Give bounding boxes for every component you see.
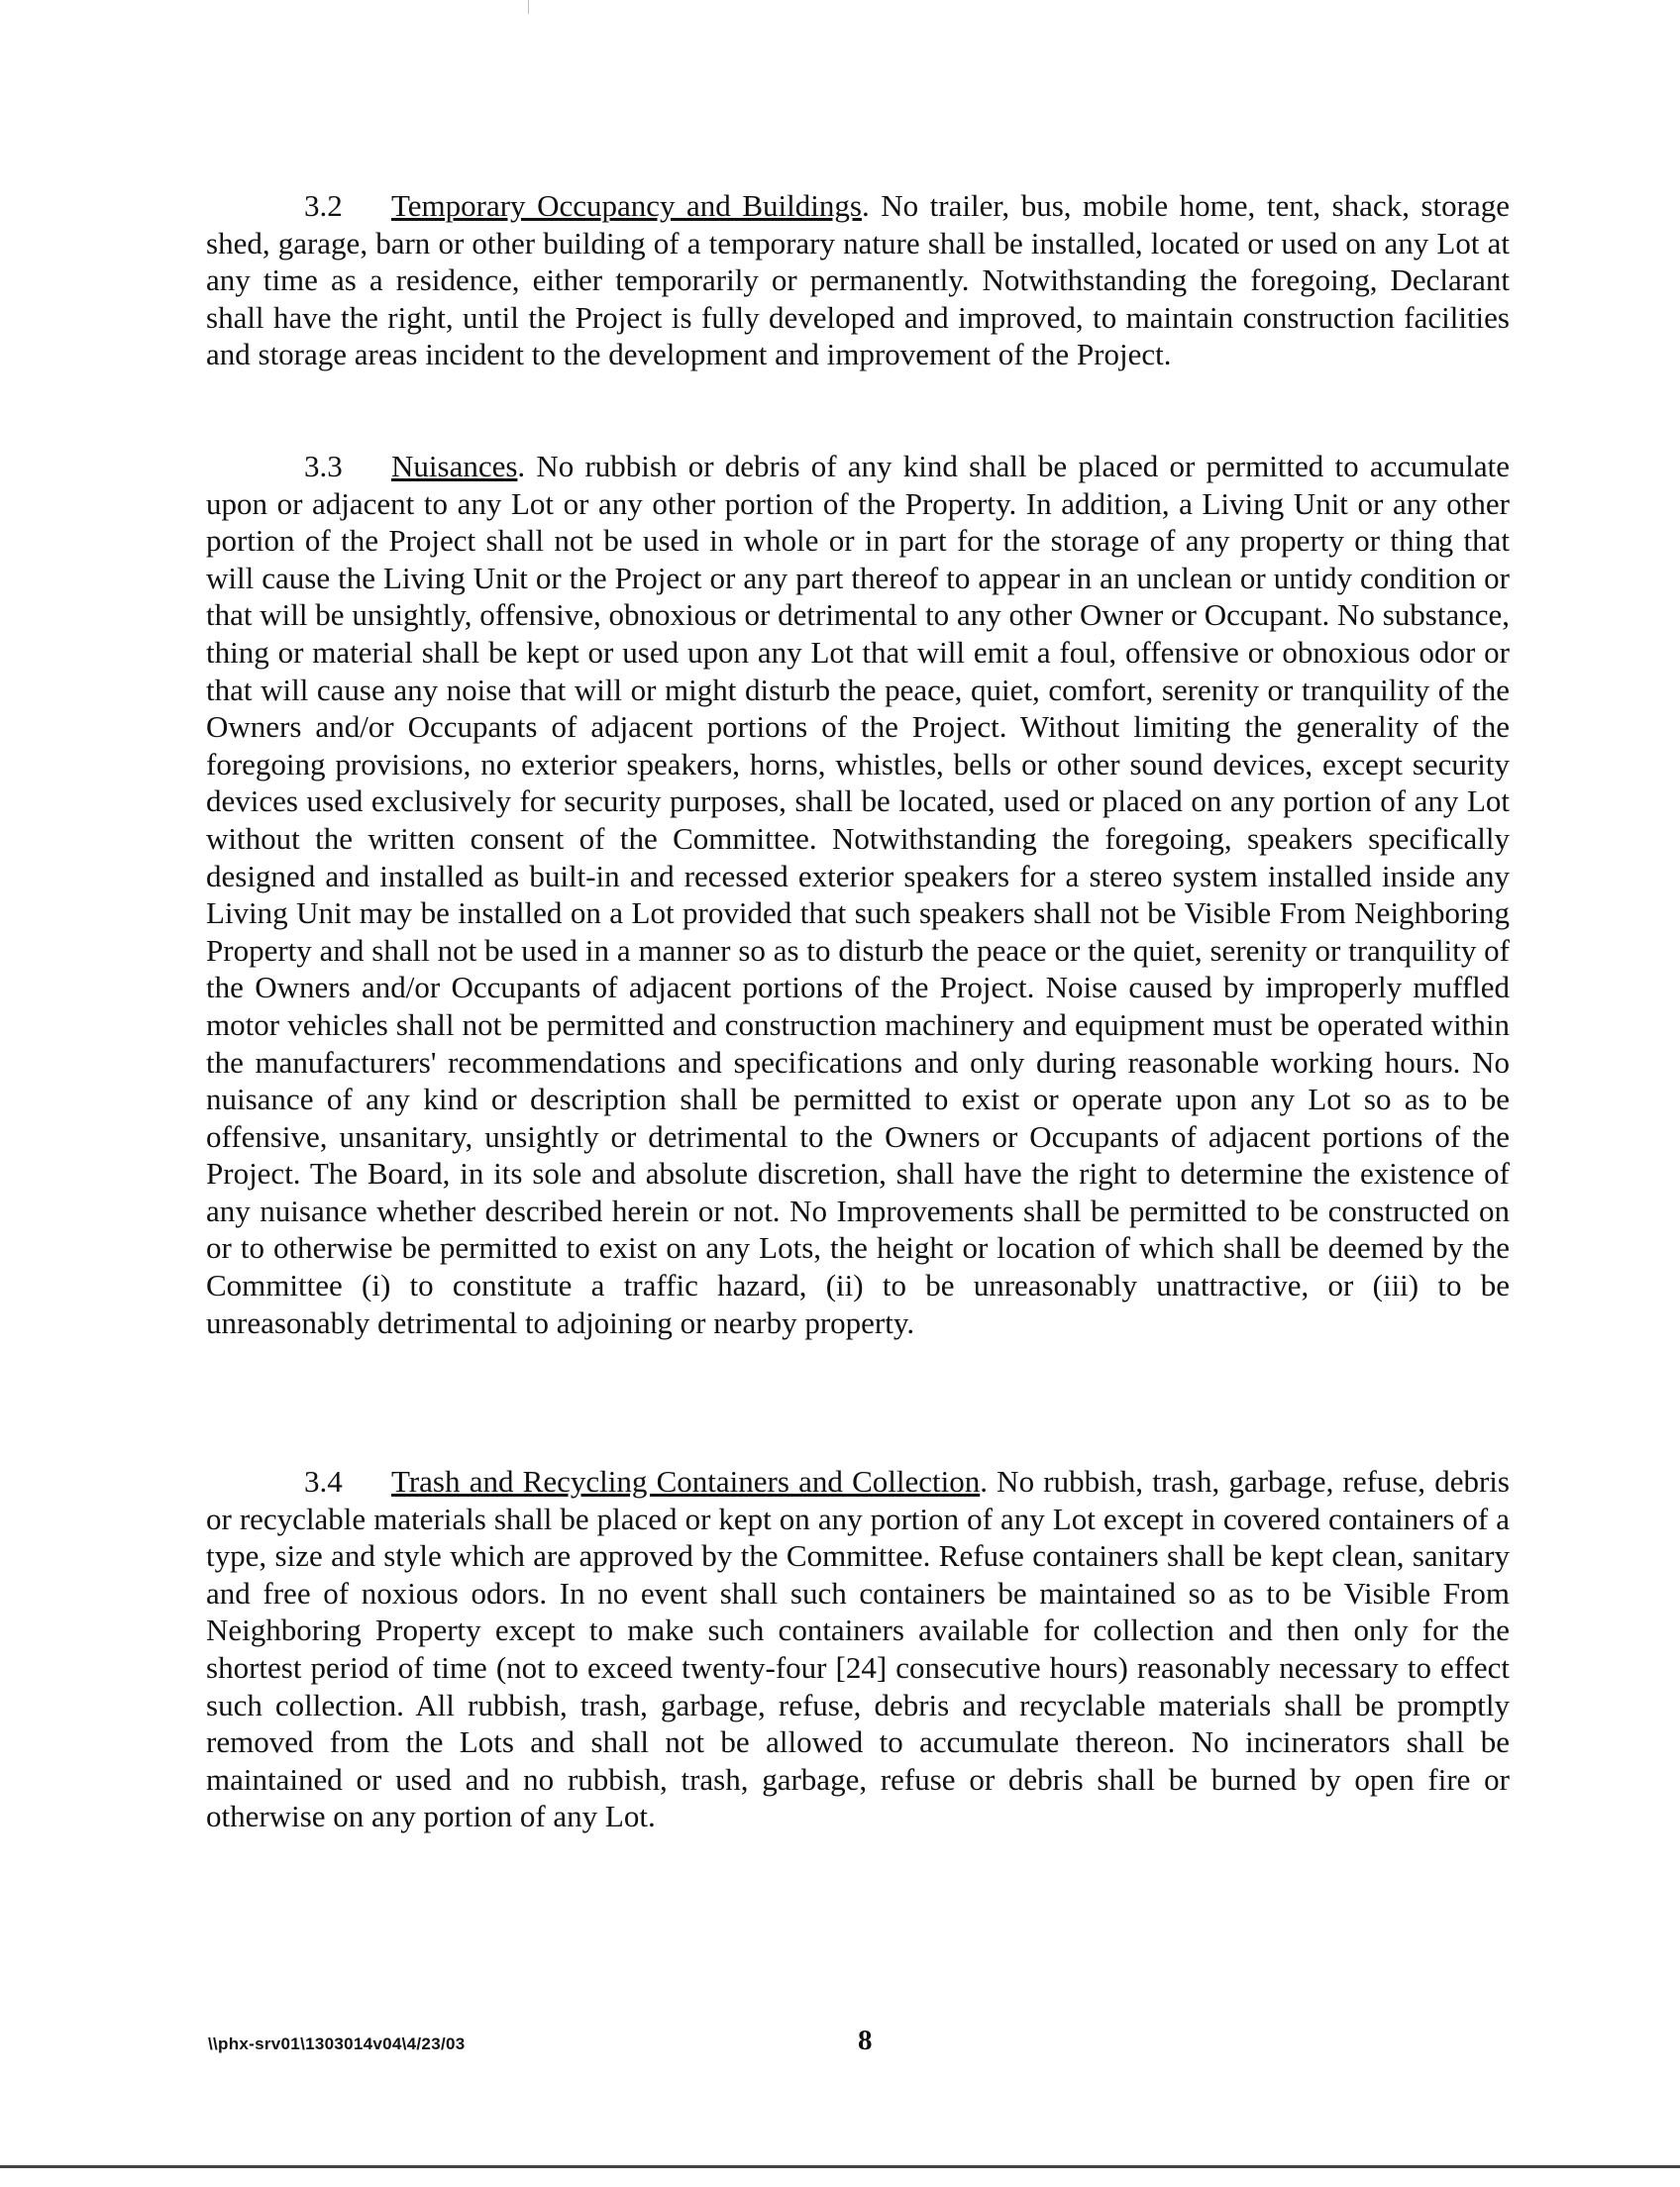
section-number: 3.4 xyxy=(304,1464,343,1499)
page-number: 8 xyxy=(858,2025,873,2056)
section-number: 3.3 xyxy=(304,449,343,483)
bottom-rule-divider xyxy=(0,2165,1680,2168)
footer-document-reference: \\phx-srv01\1303014v04\4/23/03 xyxy=(208,2034,466,2053)
section-heading: Nuisances xyxy=(391,449,518,483)
section-heading: Trash and Recycling Containers and Collection xyxy=(391,1464,981,1499)
section-number: 3.2 xyxy=(304,188,343,223)
section-body: . No rubbish or debris of any kind shall be placed or permitted to accumulate upon or adjacent to any Lot or any other portion of the Property. In addition, a Living Unit or any other portion of the Project shall not be used in whole or in part for the storage of any property or thing that will cause the Living Unit or the Project or any part thereof to appear in an unclean or untidy condition or that will be unsightly, offensive, obnoxious or detrimental to any other Owner or Occupant. No substance, thing or material shall be kept or used upon any Lot that will emit a foul, offensive or obnoxious odor or that will cause any noise that will or might disturb the peace, quiet, comfort, serenity or tranquility of the Owners and/or Occupants of adjacent portions of the Project. Without limiting the generality of the foregoing provisions, no exterior speakers, horns, whistles, bells or other sound devices, except security devices used exclusively for security purposes, shall be located, used or placed on any portion of any Lot without the written consent of the Committee. Notwithstanding the foregoing, speakers specifically designed and installed as built-in and recessed exterior speakers for a stereo system installed inside any Living Unit may be installed on a Lot provided that such speakers shall not be Visible From Neighboring Property and shall not be used in a manner so as to disturb the peace or the quiet, serenity or tranquility of the Owners and/or Occupants of adjacent portions of the Project. Noise caused by improperly muffled motor vehicles shall not be permitted and construction machinery and equipment must be operated within the manufacturers' recommendations and specifications and only during reasonable working hours. No nuisance of any kind or description shall be permitted to exist or operate upon any Lot so as to be offensive, unsanitary, unsightly or detrimental to the Owners or Occupants of adjacent portions of the Project. The Board, in its sole and absolute discretion, shall have the right to determine the existence of any nuisance whether described herein or not. No Improvements shall be permitted to be constructed on or to otherwise be permitted to exist on any Lots, the height or location of which shall be deemed by the Committee (i) to constitute a traffic hazard, (ii) to be unreasonably unattractive, or (iii) to be unreasonably detrimental to adjoining or nearby property. xyxy=(206,449,1510,1340)
section-3-4 xyxy=(206,1463,1510,1835)
section-3-3 xyxy=(206,448,1510,1341)
section-body: . No trailer, bus, mobile home, tent, shack, storage shed, garage, barn or other building of a temporary nature shall be installed, located or used on any Lot at any time as a residence, either temporarily or permanently. Notwithstanding the foregoing, Declarant shall have the right, until the Project is fully developed and improved, to maintain construction facilities and storage areas incident to the development and improvement of the Project. xyxy=(206,188,1511,372)
section-3-2 xyxy=(206,187,1510,373)
section-body: . No rubbish, trash, garbage, refuse, debris or recyclable materials shall be placed or kept on any portion of any Lot except in covered containers of a type, size and style which are approved by the Committee. Refuse containers shall be kept clean, sanitary and free of noxious odors. In no event shall such containers be maintained so as to be Visible From Neighboring Property except to make such containers available for collection and then only for the shortest period of time (not to exceed twenty-four [24] consecutive hours) reasonably necessary to effect such collection. All rubbish, trash, garbage, refuse, debris and recyclable materials shall be promptly removed from the Lots and shall not be allowed to accumulate thereon. No incinerators shall be maintained or used and no rubbish, trash, garbage, refuse or debris shall be burned by open fire or otherwise on any portion of any Lot. xyxy=(206,1464,1510,1834)
section-heading: Temporary Occupancy and Buildings xyxy=(391,188,862,223)
scan-artifact-mark xyxy=(528,0,529,14)
